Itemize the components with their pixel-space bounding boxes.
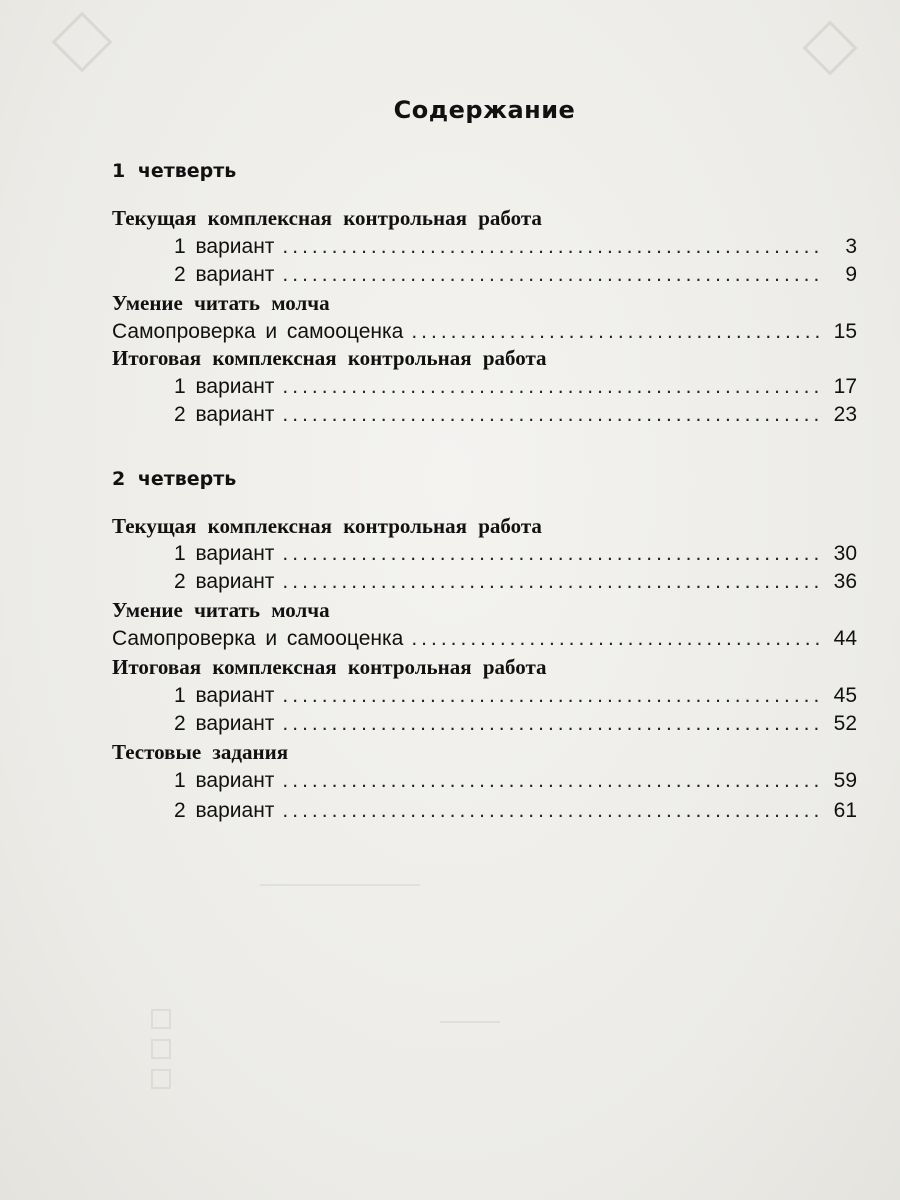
toc-entry	[112, 799, 857, 827]
entry-label: 2 вариант	[174, 570, 275, 593]
dot-leader	[411, 627, 825, 651]
dot-leader	[282, 403, 825, 427]
section-final-complex-test-q1: Итоговая комплексная контрольная работа	[112, 346, 547, 370]
page-number: 59	[833, 769, 857, 792]
toc-entry	[112, 684, 857, 712]
toc-entry	[112, 403, 857, 431]
dot-leader	[282, 570, 825, 594]
entry-label: Самопроверка и самооценка	[112, 320, 404, 343]
section-silent-reading-q1: Умение читать молча	[112, 291, 330, 315]
dot-leader	[282, 712, 825, 736]
page-number: 9	[845, 263, 857, 286]
quarter-2-heading: 2 четверть	[112, 468, 237, 490]
page-number: 23	[833, 403, 857, 426]
entry-label: 2 вариант	[174, 263, 275, 286]
dot-leader	[282, 263, 825, 287]
toc-entry	[112, 712, 857, 740]
entry-label: 1 вариант	[174, 375, 275, 398]
toc-entry	[112, 769, 857, 797]
dot-leader	[282, 769, 825, 793]
section-final-complex-test-q2: Итоговая комплексная контрольная работа	[112, 655, 547, 679]
entry-label: 1 вариант	[174, 684, 275, 707]
toc-entry	[112, 375, 857, 403]
page-number: 44	[833, 627, 857, 650]
toc-entry	[112, 627, 857, 655]
entry-label: 2 вариант	[174, 799, 275, 822]
page-number: 15	[833, 320, 857, 343]
page-number: 45	[833, 684, 857, 707]
dot-leader	[282, 799, 825, 823]
section-current-complex-test-q1: Текущая комплексная контрольная работа	[112, 206, 542, 230]
page-number: 30	[833, 542, 857, 565]
dot-leader	[411, 320, 825, 344]
page-title: Содержание	[393, 96, 576, 124]
toc-entry	[112, 570, 857, 598]
entry-label: 2 вариант	[174, 403, 275, 426]
page-number: 3	[845, 235, 857, 258]
section-current-complex-test-q2: Текущая комплексная контрольная работа	[112, 514, 542, 538]
page-number: 17	[833, 375, 857, 398]
toc-entry	[112, 235, 857, 263]
section-test-tasks: Тестовые задания	[112, 740, 289, 764]
toc-entry	[112, 263, 857, 291]
dot-leader	[282, 235, 825, 259]
page-number: 61	[833, 799, 857, 822]
entry-label: Самопроверка и самооценка	[112, 627, 404, 650]
entry-label: 2 вариант	[174, 712, 275, 735]
dot-leader	[282, 542, 825, 566]
entry-label: 1 вариант	[174, 235, 275, 258]
page-number: 52	[833, 712, 857, 735]
dot-leader	[282, 375, 825, 399]
entry-label: 1 вариант	[174, 542, 275, 565]
dot-leader	[282, 684, 825, 708]
page-number: 36	[833, 570, 857, 593]
quarter-1-heading: 1 четверть	[112, 160, 237, 182]
section-silent-reading-q2: Умение читать молча	[112, 598, 330, 622]
toc-entry	[112, 320, 857, 348]
toc-entry	[112, 542, 857, 570]
entry-label: 1 вариант	[174, 769, 275, 792]
